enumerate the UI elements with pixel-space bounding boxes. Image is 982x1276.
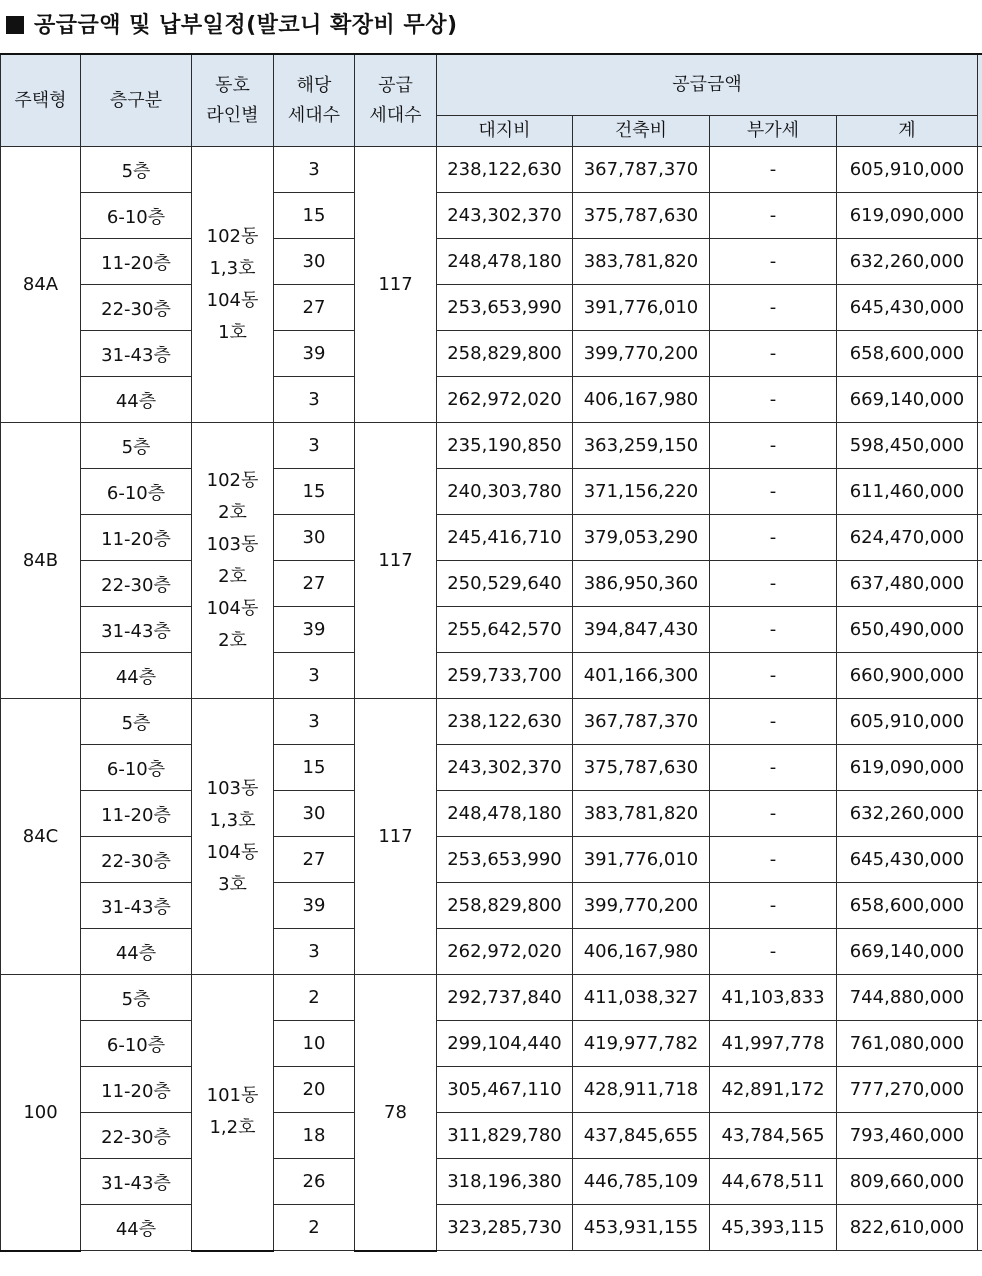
total-cell: 650,490,000 [837,607,978,653]
units-cell: 15 [274,193,355,239]
land-cost-cell: 255,642,570 [437,607,573,653]
row-edge-cell [978,1067,982,1113]
total-cell: 822,610,000 [837,1205,978,1251]
vat-cell: - [710,285,837,331]
total-cell: 658,600,000 [837,331,978,377]
header-edge-cell [978,54,982,147]
row-edge-cell [978,561,982,607]
units-cell: 39 [274,331,355,377]
total-cell: 645,430,000 [837,837,978,883]
vat-cell: - [710,791,837,837]
vat-cell: - [710,883,837,929]
floor-cell: 44층 [81,377,192,423]
total-cell: 619,090,000 [837,745,978,791]
table-row [1,1021,982,1067]
page-title [6,8,458,44]
total-cell: 624,470,000 [837,515,978,561]
building-line-cell: 101동 1,2호 [192,975,274,1251]
table-row [1,561,982,607]
units-cell: 2 [274,1205,355,1251]
table-row [1,699,982,745]
supply-units-cell: 117 [355,147,437,423]
table-row [1,147,982,193]
supply-units-cell: 78 [355,975,437,1251]
floor-cell: 5층 [81,147,192,193]
building-cost-cell: 391,776,010 [573,837,710,883]
table-row [1,837,982,883]
building-cost-cell: 419,977,782 [573,1021,710,1067]
units-cell: 18 [274,1113,355,1159]
floor-cell: 11-20층 [81,1067,192,1113]
total-cell: 645,430,000 [837,285,978,331]
table-body [1,147,982,1251]
land-cost-cell: 240,303,780 [437,469,573,515]
building-cost-cell: 363,259,150 [573,423,710,469]
building-cost-cell: 375,787,630 [573,193,710,239]
vat-cell: - [710,147,837,193]
building-cost-cell: 367,787,370 [573,147,710,193]
land-cost-cell: 238,122,630 [437,699,573,745]
units-cell: 27 [274,837,355,883]
building-cost-cell: 399,770,200 [573,883,710,929]
floor-cell: 31-43층 [81,331,192,377]
units-cell: 15 [274,745,355,791]
total-cell: 637,480,000 [837,561,978,607]
building-line-cell: 103동 1,3호 104동 3호 [192,699,274,975]
total-cell: 761,080,000 [837,1021,978,1067]
building-cost-cell: 383,781,820 [573,791,710,837]
total-cell: 744,880,000 [837,975,978,1021]
units-cell: 20 [274,1067,355,1113]
housing-type-cell: 84C [1,699,81,975]
floor-cell: 5층 [81,699,192,745]
vat-cell: - [710,193,837,239]
floor-cell: 44층 [81,1205,192,1251]
vat-cell: - [710,607,837,653]
supply-units-cell: 117 [355,423,437,699]
floor-cell: 31-43층 [81,883,192,929]
floor-cell: 6-10층 [81,1021,192,1067]
table-row [1,1159,982,1205]
building-cost-cell: 371,156,220 [573,469,710,515]
vat-cell: - [710,561,837,607]
row-edge-cell [978,193,982,239]
housing-type-cell: 100 [1,975,81,1251]
row-edge-cell [978,1021,982,1067]
row-edge-cell [978,423,982,469]
header-type: 주택형 [1,54,81,147]
units-cell: 10 [274,1021,355,1067]
header-building-line: 동호 라인별 [192,54,274,147]
table-row [1,1113,982,1159]
land-cost-cell: 318,196,380 [437,1159,573,1205]
land-cost-cell: 250,529,640 [437,561,573,607]
land-cost-cell: 323,285,730 [437,1205,573,1251]
units-cell: 30 [274,239,355,285]
floor-cell: 31-43층 [81,607,192,653]
header-land: 대지비 [437,116,573,147]
header-supply-units: 공급 세대수 [355,54,437,147]
row-edge-cell [978,285,982,331]
row-edge-cell [978,699,982,745]
land-cost-cell: 259,733,700 [437,653,573,699]
housing-type-cell: 84A [1,147,81,423]
floor-cell: 44층 [81,929,192,975]
page-title-text: 공급금액 및 납부일정(발코니 확장비 무상) [34,13,458,38]
units-cell: 3 [274,653,355,699]
land-cost-cell: 258,829,800 [437,331,573,377]
table-row [1,423,982,469]
units-cell: 3 [274,377,355,423]
units-cell: 39 [274,607,355,653]
total-cell: 632,260,000 [837,239,978,285]
land-cost-cell: 248,478,180 [437,239,573,285]
floor-cell: 22-30층 [81,1113,192,1159]
floor-cell: 5층 [81,975,192,1021]
land-cost-cell: 292,737,840 [437,975,573,1021]
row-edge-cell [978,147,982,193]
land-cost-cell: 262,972,020 [437,377,573,423]
land-cost-cell: 253,653,990 [437,837,573,883]
total-cell: 809,660,000 [837,1159,978,1205]
floor-cell: 22-30층 [81,837,192,883]
table-row [1,331,982,377]
land-cost-cell: 243,302,370 [437,745,573,791]
vat-cell: - [710,377,837,423]
vat-cell: - [710,653,837,699]
header-vat: 부가세 [710,116,837,147]
building-cost-cell: 453,931,155 [573,1205,710,1251]
building-cost-cell: 399,770,200 [573,331,710,377]
floor-cell: 11-20층 [81,239,192,285]
vat-cell: - [710,239,837,285]
units-cell: 15 [274,469,355,515]
units-cell: 26 [274,1159,355,1205]
vat-cell: 44,678,511 [710,1159,837,1205]
vat-cell: 43,784,565 [710,1113,837,1159]
building-cost-cell: 379,053,290 [573,515,710,561]
table-row [1,1067,982,1113]
land-cost-cell: 262,972,020 [437,929,573,975]
land-cost-cell: 238,122,630 [437,147,573,193]
units-cell: 27 [274,561,355,607]
supply-price-table [0,53,982,1252]
row-edge-cell [978,239,982,285]
table-row [1,377,982,423]
row-edge-cell [978,515,982,561]
header-total: 계 [837,116,978,147]
row-edge-cell [978,377,982,423]
floor-cell: 11-20층 [81,791,192,837]
row-edge-cell [978,929,982,975]
row-edge-cell [978,653,982,699]
vat-cell: - [710,469,837,515]
total-cell: 669,140,000 [837,377,978,423]
vat-cell: - [710,745,837,791]
total-cell: 619,090,000 [837,193,978,239]
units-cell: 30 [274,515,355,561]
total-cell: 669,140,000 [837,929,978,975]
floor-cell: 44층 [81,653,192,699]
table-row [1,1205,982,1251]
total-cell: 777,270,000 [837,1067,978,1113]
row-edge-cell [978,331,982,377]
land-cost-cell: 235,190,850 [437,423,573,469]
units-cell: 27 [274,285,355,331]
units-cell: 3 [274,699,355,745]
building-cost-cell: 386,950,360 [573,561,710,607]
row-edge-cell [978,745,982,791]
square-bullet-icon [6,16,24,34]
table-row [1,607,982,653]
vat-cell: - [710,929,837,975]
housing-type-cell: 84B [1,423,81,699]
header-units: 해당 세대수 [274,54,355,147]
building-cost-cell: 406,167,980 [573,377,710,423]
floor-cell: 11-20층 [81,515,192,561]
building-cost-cell: 401,166,300 [573,653,710,699]
land-cost-cell: 305,467,110 [437,1067,573,1113]
total-cell: 632,260,000 [837,791,978,837]
building-line-cell: 102동 2호 103동 2호 104동 2호 [192,423,274,699]
vat-cell: 41,103,833 [710,975,837,1021]
floor-cell: 31-43층 [81,1159,192,1205]
total-cell: 660,900,000 [837,653,978,699]
supply-units-cell: 117 [355,699,437,975]
header-building: 건축비 [573,116,710,147]
row-edge-cell [978,1113,982,1159]
land-cost-cell: 245,416,710 [437,515,573,561]
land-cost-cell: 243,302,370 [437,193,573,239]
row-edge-cell [978,883,982,929]
row-edge-cell [978,469,982,515]
building-cost-cell: 437,845,655 [573,1113,710,1159]
floor-cell: 6-10층 [81,745,192,791]
vat-cell: - [710,331,837,377]
total-cell: 605,910,000 [837,147,978,193]
vat-cell: - [710,423,837,469]
total-cell: 658,600,000 [837,883,978,929]
building-cost-cell: 428,911,718 [573,1067,710,1113]
units-cell: 3 [274,423,355,469]
land-cost-cell: 258,829,800 [437,883,573,929]
table-row [1,515,982,561]
building-cost-cell: 391,776,010 [573,285,710,331]
vat-cell: - [710,515,837,561]
floor-cell: 5층 [81,423,192,469]
vat-cell: 45,393,115 [710,1205,837,1251]
total-cell: 611,460,000 [837,469,978,515]
row-edge-cell [978,975,982,1021]
units-cell: 30 [274,791,355,837]
table-row [1,883,982,929]
floor-cell: 22-30층 [81,561,192,607]
units-cell: 39 [274,883,355,929]
header-supply-amount: 공급금액 [437,54,978,116]
table-row [1,285,982,331]
vat-cell: 42,891,172 [710,1067,837,1113]
building-cost-cell: 406,167,980 [573,929,710,975]
building-line-cell: 102동 1,3호 104동 1호 [192,147,274,423]
units-cell: 3 [274,929,355,975]
building-cost-cell: 446,785,109 [573,1159,710,1205]
row-edge-cell [978,837,982,883]
units-cell: 3 [274,147,355,193]
land-cost-cell: 248,478,180 [437,791,573,837]
floor-cell: 6-10층 [81,469,192,515]
vat-cell: 41,997,778 [710,1021,837,1067]
table-row [1,469,982,515]
total-cell: 598,450,000 [837,423,978,469]
row-edge-cell [978,1205,982,1251]
units-cell: 2 [274,975,355,1021]
building-cost-cell: 375,787,630 [573,745,710,791]
table-row [1,653,982,699]
land-cost-cell: 299,104,440 [437,1021,573,1067]
vat-cell: - [710,837,837,883]
total-cell: 605,910,000 [837,699,978,745]
table-row [1,929,982,975]
land-cost-cell: 311,829,780 [437,1113,573,1159]
building-cost-cell: 394,847,430 [573,607,710,653]
floor-cell: 6-10층 [81,193,192,239]
vat-cell: - [710,699,837,745]
row-edge-cell [978,791,982,837]
row-edge-cell [978,607,982,653]
building-cost-cell: 383,781,820 [573,239,710,285]
row-edge-cell [978,1159,982,1205]
building-cost-cell: 367,787,370 [573,699,710,745]
header-floor: 층구분 [81,54,192,147]
total-cell: 793,460,000 [837,1113,978,1159]
table-row [1,745,982,791]
building-cost-cell: 411,038,327 [573,975,710,1021]
table-row [1,975,982,1021]
table-row [1,193,982,239]
land-cost-cell: 253,653,990 [437,285,573,331]
floor-cell: 22-30층 [81,285,192,331]
table-row [1,791,982,837]
table-row [1,239,982,285]
